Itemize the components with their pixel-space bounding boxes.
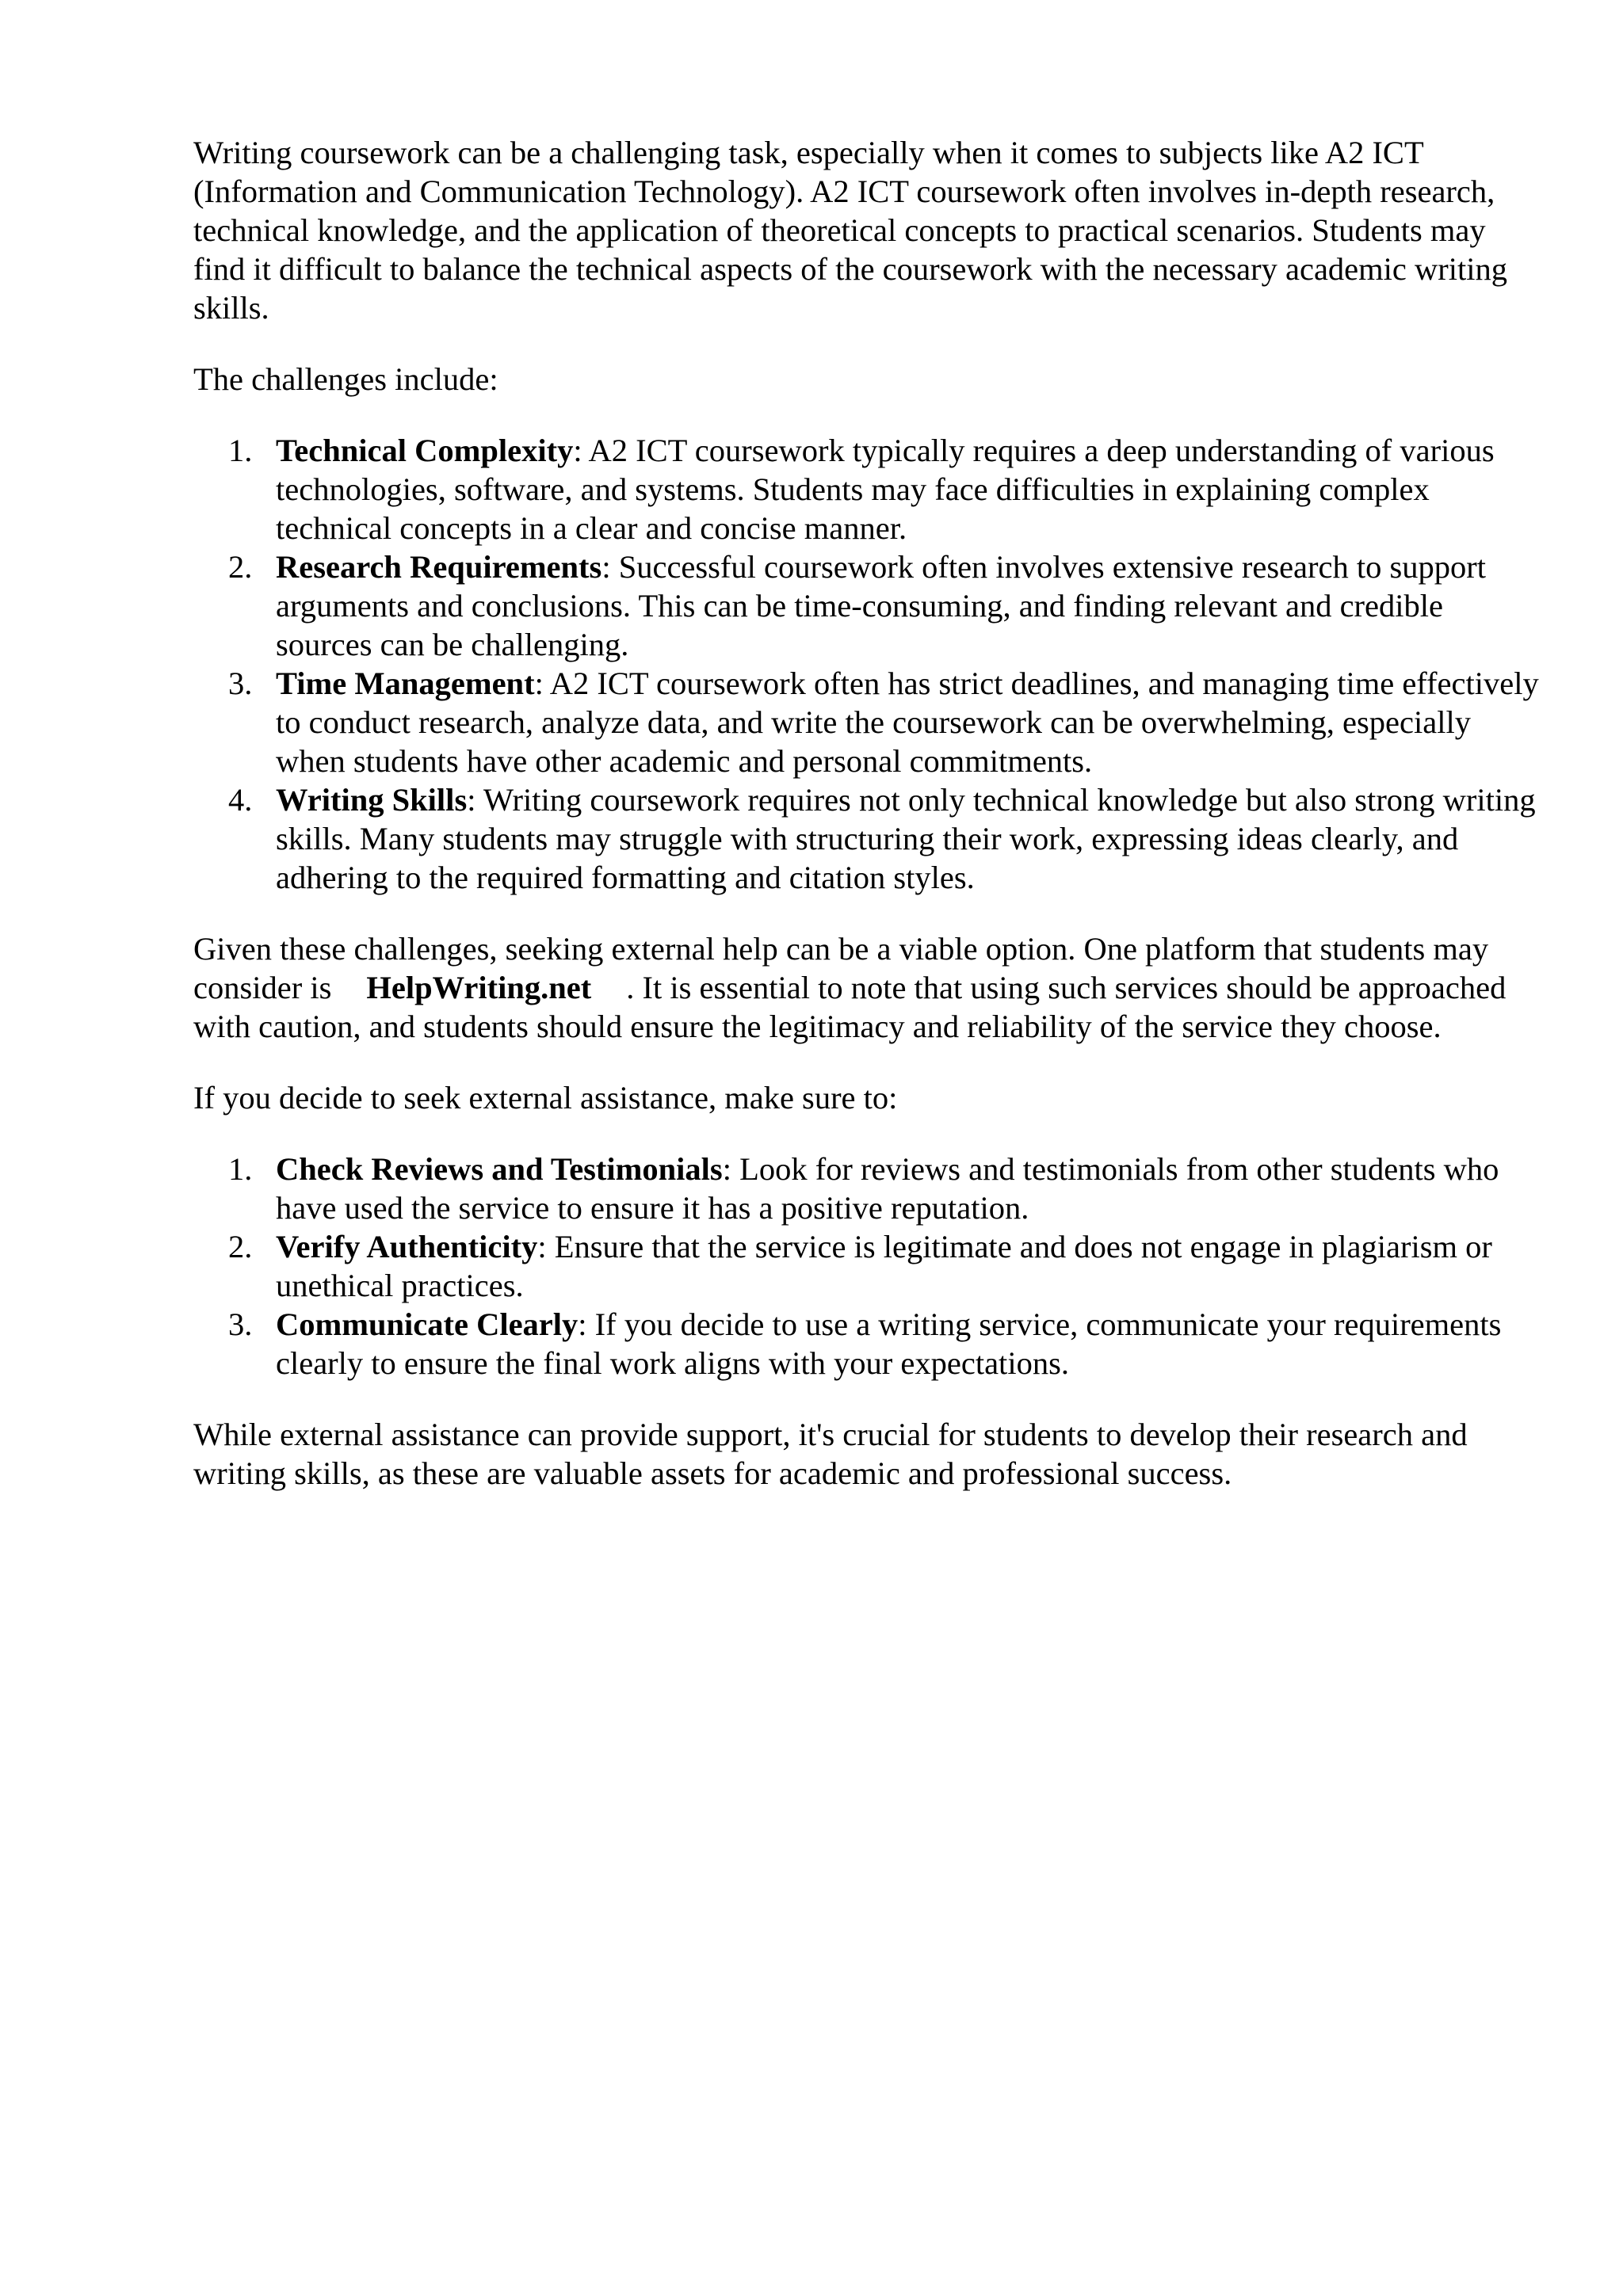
challenges-list bbox=[193, 431, 1541, 897]
list-item bbox=[193, 1305, 1541, 1383]
list-item-number: 3. bbox=[228, 666, 253, 701]
list-item-number: 2. bbox=[228, 549, 253, 585]
list-item bbox=[193, 431, 1541, 547]
list-item-title: Verify Authenticity bbox=[276, 1229, 538, 1264]
list-item-text: : If you decide to use a writing service, communicate your requirements clearly to ensure the final work aligns with your expectations. bbox=[276, 1306, 1502, 1381]
list-item-text: : Ensure that the service is legitimate and does not engage in plagiarism or unethical practices. bbox=[276, 1229, 1492, 1303]
list-item-title: Technical Complexity bbox=[276, 433, 574, 468]
list-item-number: 1. bbox=[228, 1151, 253, 1187]
list-item-number: 1. bbox=[228, 433, 253, 468]
intro-paragraph: Writing coursework can be a challenging task, especially when it comes to subjects like A2 ICT (Information and Communication Technology). A2 ICT coursework often involves in-depth research, technical knowledge, and the application of theoretical concepts to practical scenarios. Students may find it difficult to balance the technical aspects of the coursework with the necessary academic writing skills. bbox=[193, 135, 1508, 326]
platform-link[interactable]: HelpWriting.net bbox=[366, 970, 592, 1005]
list-item-text: : Writing coursework requires not only technical knowledge but also strong writing skills. Many students may struggle with structuring their work, expressing ideas clearly, and adhering to the required formatting and citation styles. bbox=[276, 782, 1536, 895]
list-item bbox=[193, 1150, 1541, 1227]
conclusion-paragraph: While external assistance can provide support, it's crucial for students to develop their research and writing skills, as these are valuable assets for academic and professional success. bbox=[193, 1417, 1468, 1491]
help-text-before: Given these challenges, seeking external help can be a viable option. One platform that students may consider is bbox=[193, 931, 1489, 1005]
help-text-after: . It is essential to note that using such services should be approached with caution, and students should ensure the legitimacy and reliability of the service they choose. bbox=[193, 970, 1507, 1044]
list-item-text: : A2 ICT coursework often has strict deadlines, and managing time effectively to conduct research, analyze data, and write the coursework can be overwhelming, especially when students have other academic and personal commitments. bbox=[276, 666, 1539, 779]
list-item-number: 3. bbox=[228, 1306, 253, 1342]
list-item-title: Time Management bbox=[276, 666, 535, 701]
list-item-number: 4. bbox=[228, 782, 253, 818]
list-item bbox=[193, 664, 1541, 780]
assistance-heading: If you decide to seek external assistance, make sure to: bbox=[193, 1080, 898, 1116]
document-body bbox=[193, 133, 1541, 1493]
list-item-text: : A2 ICT coursework typically requires a deep understanding of various technologies, software, and systems. Students may face difficulties in explaining complex technical concepts in a clear and concise manner. bbox=[276, 433, 1495, 546]
list-item bbox=[193, 547, 1541, 664]
list-item bbox=[193, 780, 1541, 897]
tips-list bbox=[193, 1150, 1541, 1383]
challenges-heading: The challenges include: bbox=[193, 361, 498, 397]
list-item-text: : Successful coursework often involves extensive research to support arguments and conclusions. This can be time-consuming, and finding relevant and credible sources can be challenging. bbox=[276, 549, 1487, 662]
list-item bbox=[193, 1227, 1541, 1305]
list-item-title: Research Requirements bbox=[276, 549, 602, 585]
list-item-title: Communicate Clearly bbox=[276, 1306, 579, 1342]
list-item-text: : Look for reviews and testimonials from other students who have used the service to ensure it has a positive reputation. bbox=[276, 1151, 1499, 1226]
list-item-number: 2. bbox=[228, 1229, 253, 1264]
help-paragraph bbox=[193, 929, 1541, 1046]
list-item-title: Writing Skills bbox=[276, 782, 468, 818]
list-item-title: Check Reviews and Testimonials bbox=[276, 1151, 723, 1187]
